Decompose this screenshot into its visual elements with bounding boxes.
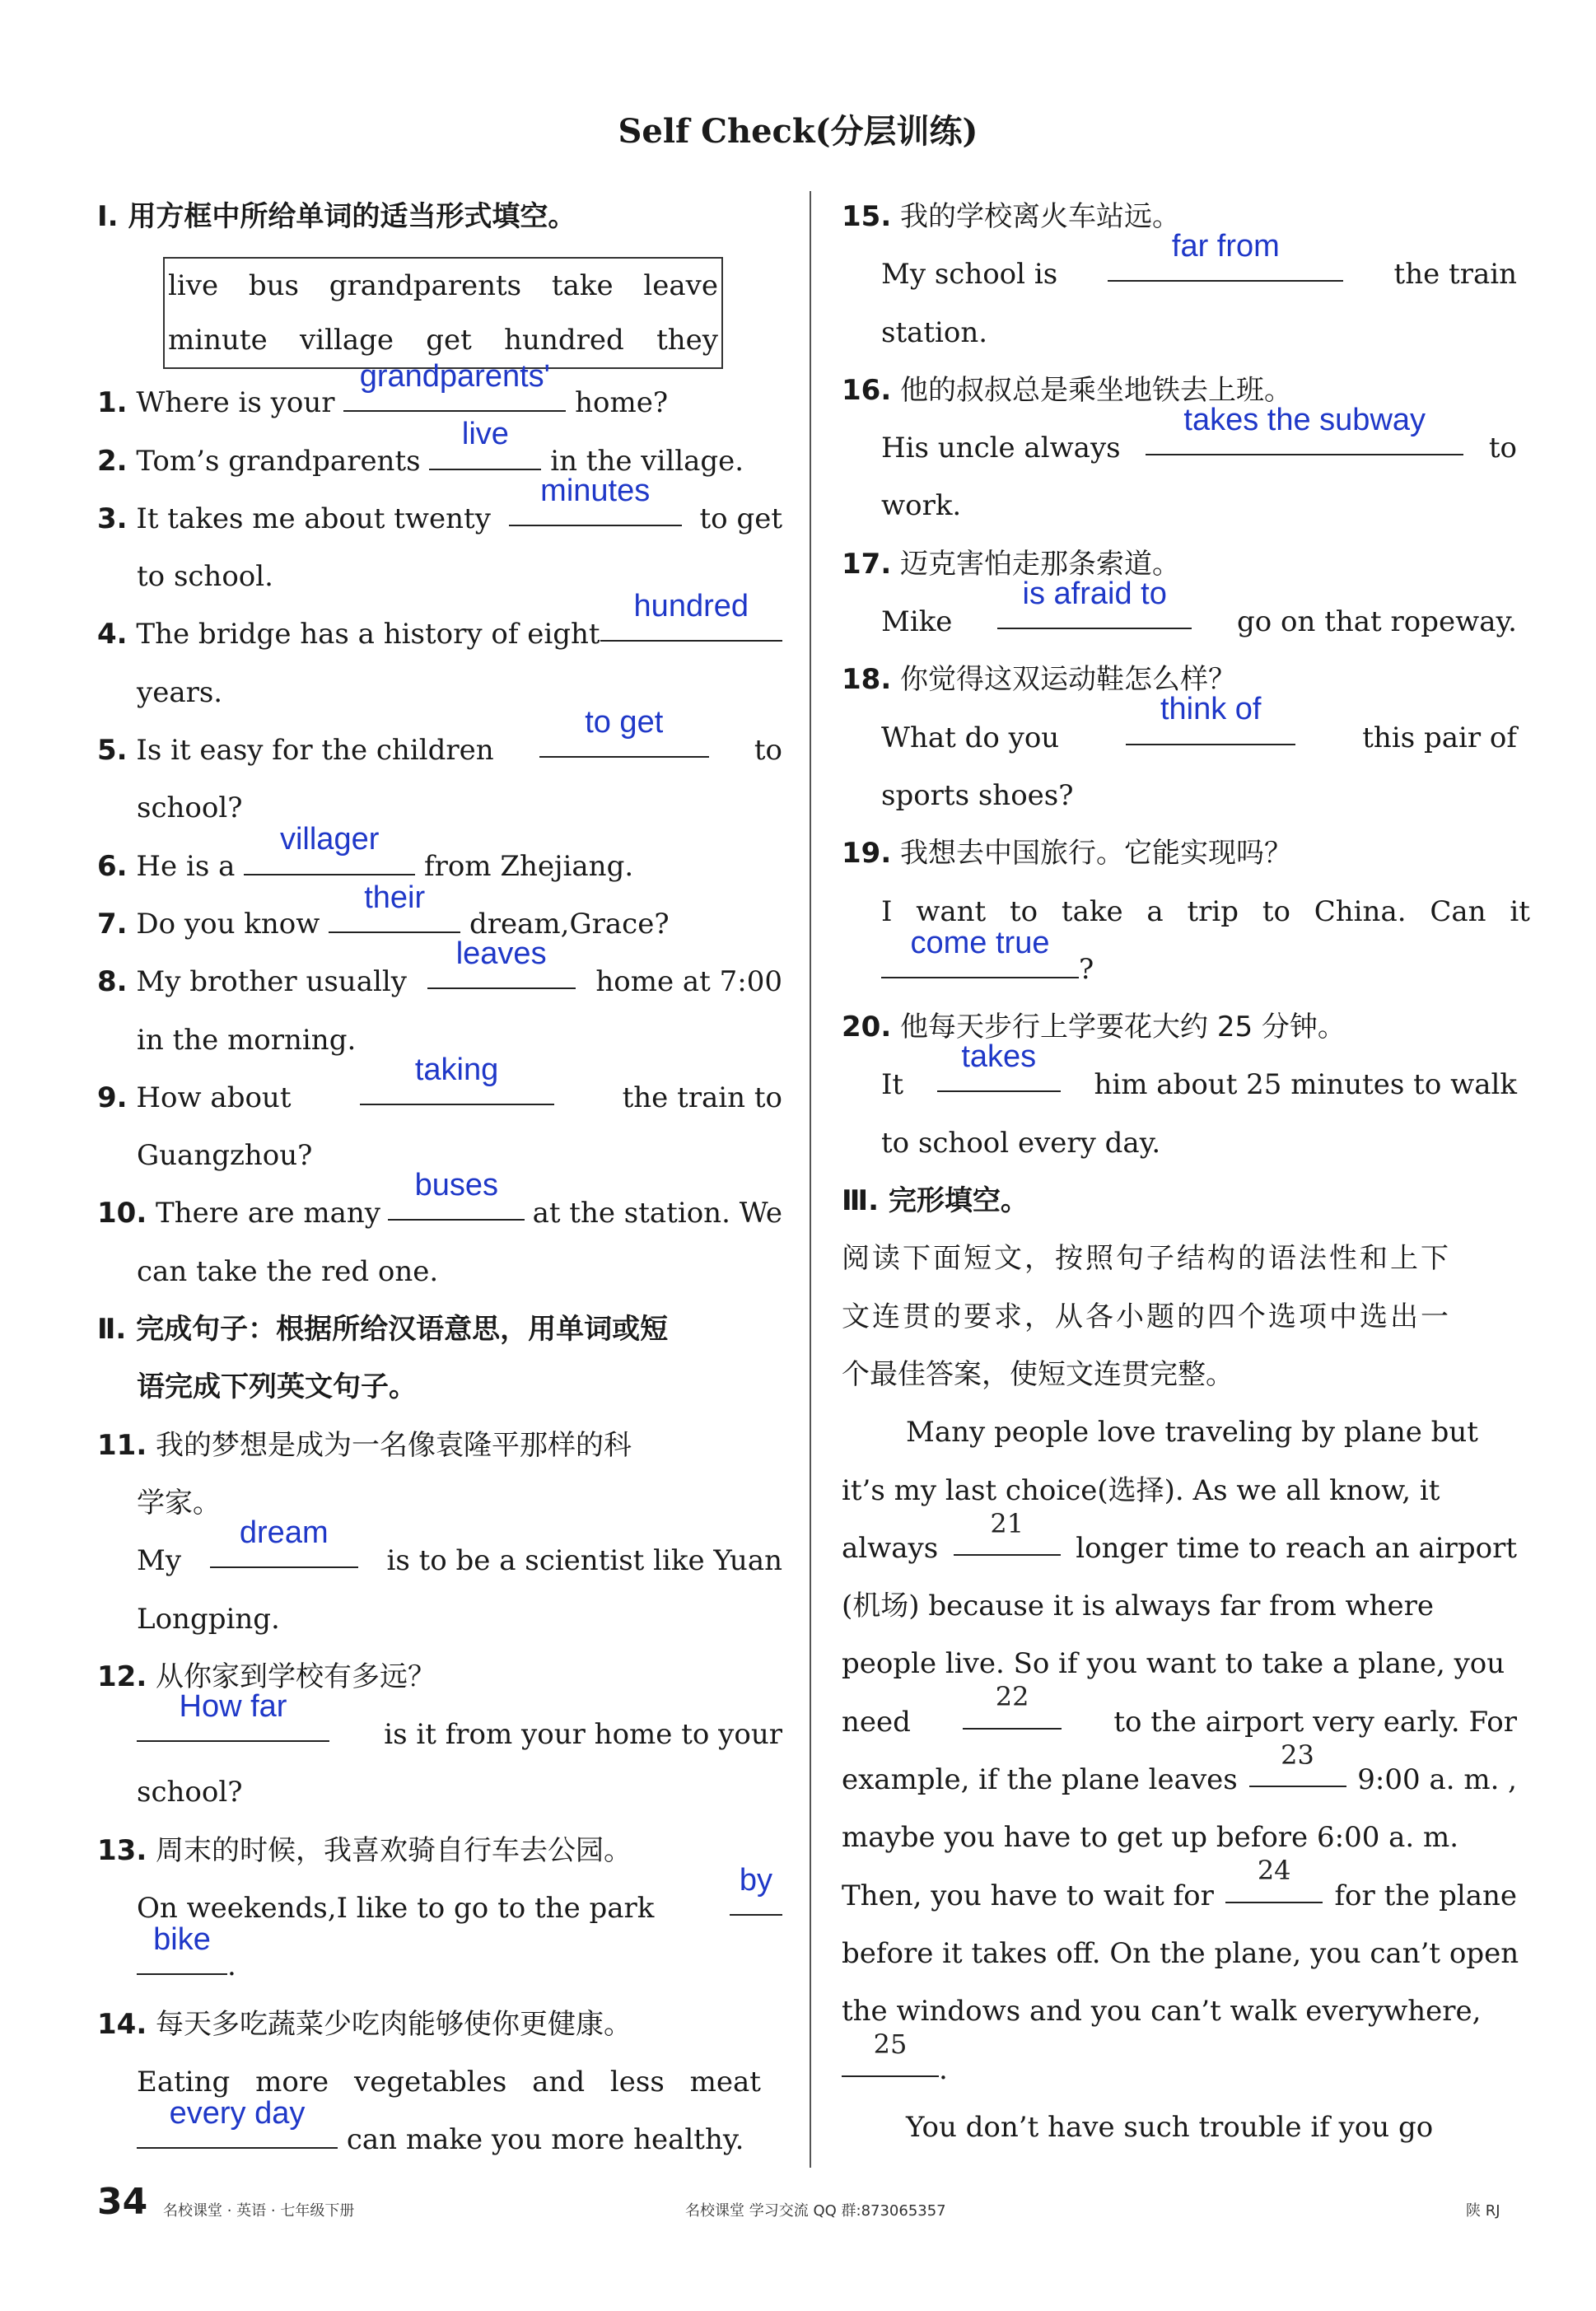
question-text: The bridge has a history of eight [136,618,600,651]
word: village [300,324,394,357]
question-text: How about [136,1081,292,1114]
answer-text: takes the subway [1183,402,1426,437]
answer-text: grandparents' [359,359,550,394]
question-text: What do you [881,721,1060,754]
question-number: 12. [97,1660,147,1693]
question-text: He is a [136,849,236,883]
question-14 [97,1996,782,2053]
answer-text: every day [169,2095,306,2131]
answer-blank[interactable] [881,925,1079,978]
punctuation: ? [1079,952,1094,986]
question-chinese: 每天多吃蔬菜少吃肉能够使你更健康。 [156,2007,632,2041]
passage-line [842,1403,1517,1461]
passage-text: example, if the plane leaves [842,1763,1238,1797]
passage-line [842,1681,1517,1751]
question-number: 20. [842,1011,892,1044]
question-20-english [842,1039,1517,1113]
question-text: Where is your [136,386,335,420]
question-text: My [137,1544,182,1578]
section-1-heading: Ⅰ. 用方框中所给单词的适当形式填空。 [97,200,576,233]
answer-text: bike [153,1922,211,1958]
question-chinese: 周末的时候，我喜欢骑自行车去公园。 [156,1833,632,1867]
question-chinese: 迈克害怕走那条索道。 [900,547,1181,581]
passage-text: for the plane [1334,1879,1517,1912]
question-number: 5. [97,734,128,768]
question-text: to [754,734,782,768]
question-number: 7. [97,907,128,941]
question-18-english [842,692,1517,767]
answer-text: live [461,417,509,452]
question-text: Longping. [137,1602,280,1636]
word: take [551,269,614,303]
answer-text: come true [910,925,1050,960]
passage-line [842,1982,1517,2040]
question-text: is to be a scientist like Yuan [386,1544,782,1578]
question-text: home? [575,386,669,420]
question-text: I want to take a trip to China. Can it [881,894,1530,928]
passage-text: the windows and you can’t walk everywhere, [842,1995,1482,2029]
question-11 [97,1417,782,1474]
question-chinese: 学家。 [137,1486,221,1520]
question-number: 17. [842,547,892,581]
passage-line [842,1507,1517,1577]
question-chinese: 我想去中国旅行。它能实现吗？ [900,837,1293,871]
answer-text: leaves [455,936,547,971]
question-chinese: 我的学校离火车站远。 [900,200,1181,233]
question-number: 15. [842,200,892,233]
answer-text: How far [179,1688,287,1724]
answer-blank[interactable] [137,2095,338,2149]
answer-text: far from [1171,229,1280,264]
question-19 [842,824,1517,882]
question-9 [97,1052,782,1127]
question-number: 14. [97,2007,147,2041]
answer-blank[interactable] [388,1168,525,1221]
word: minute [168,324,268,357]
blank-number: 23 [1281,1739,1314,1771]
question-chinese: 从你家到学校有多远？ [156,1660,436,1693]
passage-line [842,1855,1517,1925]
answer-text: takes [961,1039,1037,1075]
passage-text: people live. So if you want to take a plane, you [842,1647,1505,1681]
question-text: sports shoes? [881,778,1074,812]
passage-text: before it takes off. On the plane, you can’t open [842,1936,1519,1970]
word: hundred [504,324,624,357]
cloze-passage [842,1403,1517,2156]
question-text: Tom’s grandparents [136,444,421,478]
question-text: station. [881,315,988,349]
answer-text: hundred [633,589,749,624]
blank-number: 22 [995,1681,1029,1713]
question-5 [97,704,782,779]
question-text: My school is [881,258,1058,292]
answer-blank[interactable] [730,1862,782,1916]
question-text: Do you know [136,907,320,941]
answer-text: think of [1160,692,1262,727]
punctuation: . [939,2052,948,2086]
answer-blank[interactable] [1108,229,1343,282]
edition-label: 陕 RJ [1466,2202,1500,2220]
question-text: On weekends,I like to go to the park [137,1892,655,1926]
question-text: years. [137,675,223,709]
answer-text: by [739,1862,773,1898]
answer-blank[interactable] [600,589,782,642]
question-number: 19. [842,837,892,871]
question-14-english-cont [97,2095,782,2169]
word: get [426,324,472,357]
question-text: in the village. [550,444,744,478]
question-text: dream,Grace? [469,907,670,941]
word: bus [248,269,299,303]
answer-blank[interactable] [539,704,709,758]
answer-blank[interactable] [937,1039,1061,1092]
cloze-blank-22[interactable] [963,1681,1062,1730]
section-3-heading: Ⅲ. 完形填空。 [842,1184,1029,1218]
passage-text: 9:00 a. m. , [1357,1763,1517,1797]
section-2-heading-cont: 语完成下列英文句子。 [137,1370,417,1404]
answer-text: to get [585,704,664,740]
question-text: It [881,1068,904,1102]
cloze-blank-21[interactable] [954,1507,1061,1556]
question-text: to [1488,432,1517,465]
question-number: 11. [97,1428,147,1462]
answer-text: villager [279,822,380,857]
passage-line [842,1577,1517,1635]
word: they [656,324,718,357]
answer-text: is afraid to [1022,576,1167,611]
passage-text: (机场) because it is always far from where [842,1590,1435,1623]
question-number: 2. [97,444,128,478]
question-text: work. [881,489,962,523]
passage-text: always [842,1531,939,1565]
question-chinese: 我的梦想是成为一名像袁隆平那样的科 [156,1428,632,1462]
punctuation: . [227,1949,236,1983]
passage-text: You don’t have such trouble if you go [906,2110,1434,2144]
question-text: Mike [881,605,953,639]
cloze-blank-25[interactable] [842,2029,939,2077]
question-number: 10. [97,1197,147,1230]
page-number: 34 [97,2181,148,2223]
answer-blank[interactable] [210,1515,358,1568]
answer-blank[interactable] [360,1052,554,1105]
question-number: 6. [97,849,128,883]
question-text: to school every day. [881,1126,1161,1160]
question-number: 3. [97,502,128,535]
column-divider [810,191,811,2168]
question-text: school? [137,791,243,825]
question-text: can take the red one. [137,1254,439,1288]
question-text: go on that ropeway. [1236,605,1517,639]
passage-line [842,1739,1517,1809]
question-text: school? [137,1776,243,1809]
question-number: 13. [97,1833,147,1867]
page-title: Self Check(分层训练) [618,112,978,151]
answer-text: buses [414,1168,498,1203]
question-number: 16. [842,373,892,407]
question-10 [97,1168,782,1242]
question-text: is it from your home to your [384,1718,782,1752]
book-title: 名校课堂 · 英语 · 七年级下册 [163,2202,355,2220]
right-column [842,188,1530,2156]
question-chinese: 他的叔叔总是乘坐地铁去上班。 [900,373,1293,407]
passage-text: longer time to reach an airport [1076,1531,1517,1565]
question-text: from Zhejiang. [424,849,634,883]
question-text: the train [1393,258,1517,292]
passage-line [842,1462,1517,1520]
instructions: 阅读下面短文，按照句子结构的语法性和上下 [842,1242,1451,1276]
question-text: home at 7:00 [595,965,782,999]
answer-blank[interactable] [1146,402,1463,455]
question-text: at the station. We [532,1197,782,1230]
word: grandparents [329,269,522,303]
passage-line [842,1809,1517,1866]
answer-blank[interactable] [997,576,1192,629]
answer-text: taking [414,1052,499,1087]
question-text: this pair of [1362,721,1517,754]
question-text: to school. [137,560,273,594]
question-3 [97,473,782,548]
word-box-row-1 [168,259,718,313]
question-8 [97,936,782,1011]
passage-text: to the airport very early. For [1113,1705,1517,1739]
question-text: to get [699,502,782,535]
word: live [168,269,219,303]
question-text: Guangzhou? [137,1139,313,1173]
passage-line [842,1925,1517,1982]
question-number: 8. [97,965,128,999]
passage-text: maybe you have to get up before 6:00 a. m. [842,1821,1459,1855]
answer-blank[interactable] [1126,692,1295,745]
question-text: him about 25 minutes to walk [1094,1068,1517,1102]
question-text: It takes me about twenty [136,502,491,535]
question-text: There are many [156,1197,380,1230]
question-text: His uncle always [881,432,1121,465]
question-number: 18. [842,663,892,697]
passage-text: Many people love traveling by plane but [906,1416,1478,1450]
cloze-blank-23[interactable] [1249,1739,1346,1787]
passage-text: need [842,1705,911,1739]
answer-blank[interactable] [509,473,682,526]
question-number: 4. [97,618,128,651]
question-chinese: 他每天步行上学要花大约 25 分钟。 [900,1011,1346,1044]
question-text: Eating more vegetables and less meat [137,2065,761,2099]
answer-blank[interactable] [137,1922,227,1975]
question-13 [97,1822,782,1879]
question-number: 9. [97,1081,128,1114]
question-chinese: 你觉得这双运动鞋怎么样？ [900,663,1237,697]
cloze-blank-24[interactable] [1225,1855,1323,1903]
question-13-english-cont [97,1922,782,1995]
question-11-english [97,1515,782,1590]
instructions: 个最佳答案，使短文连贯完整。 [842,1357,1234,1391]
answer-blank[interactable] [137,1688,329,1742]
question-text: can make you more healthy. [346,2123,744,2157]
question-19-english-cont [842,925,1517,998]
blank-number: 21 [990,1507,1024,1539]
left-column [97,188,782,2169]
passage-line [842,2099,1517,2156]
answer-text: their [364,880,426,915]
question-text: My brother usually [136,965,407,999]
instructions: 文连贯的要求，从各小题的四个选项中选出一 [842,1300,1451,1333]
qq-group: 名校课堂 学习交流 QQ 群:873065357 [685,2202,946,2220]
passage-text: Then, you have to wait for [842,1879,1214,1912]
section-2-heading: Ⅱ. 完成句子：根据所给汉语意思，用单词或短 [97,1313,669,1347]
question-text: in the morning. [137,1023,357,1057]
word: leave [643,269,718,303]
passage-line [842,2029,1517,2099]
answer-text: dream [239,1515,329,1550]
question-17-english [842,576,1517,651]
question-number: 1. [97,386,128,420]
question-text: Is it easy for the children [136,734,494,768]
answer-text: minutes [540,473,651,508]
question-12-english [97,1688,782,1763]
blank-number: 25 [873,2029,908,2061]
question-text: the train to [622,1081,782,1114]
answer-blank[interactable] [427,936,576,989]
question-16-english [842,402,1517,477]
passage-text: it’s my last choice(选择). As we all know, it [842,1473,1440,1507]
blank-number: 24 [1257,1855,1291,1887]
question-4 [97,589,782,663]
question-15-english [842,229,1517,303]
passage-line [842,1635,1517,1692]
